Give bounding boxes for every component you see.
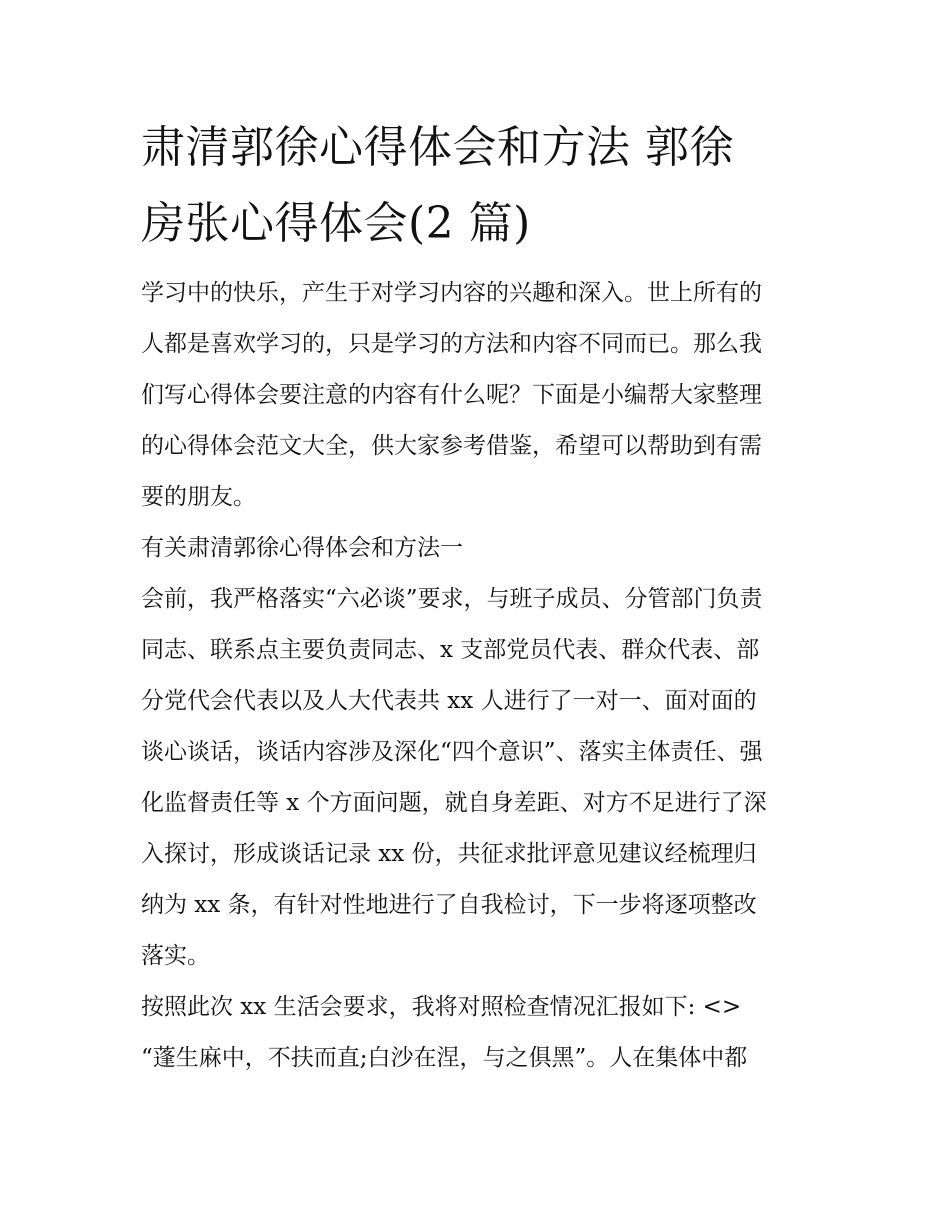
body-paragraph [141, 1033, 821, 1084]
document-title [141, 110, 821, 262]
title-line: 房张心得体会(2 篇) [141, 198, 531, 249]
text-line: 落实。 [141, 943, 210, 969]
title-line: 肃清郭徐心得体会和方法 郭徐 [141, 122, 734, 173]
body-paragraph [141, 982, 821, 1033]
text-line: 按照此次 xx 生活会要求，我将对照检查情况汇报如下: <> [141, 994, 742, 1020]
text-line: 同志、联系点主要负责同志、x 支部党员代表、群众代表、部 [141, 637, 760, 663]
text-line: 纳为 xx 条，有针对性地进行了自我检讨，下一步将逐项整改 [141, 892, 757, 918]
text-line: 要的朋友。 [141, 484, 256, 510]
text-line: 会前，我严格落实“六必谈”要求，与班子成员、分管部门负责 [141, 586, 763, 612]
text-line: 化监督责任等 x 个方面问题，就自身差距、对方不足进行了深 [141, 790, 767, 816]
text-line: 有关肃清郭徐心得体会和方法一 [141, 535, 463, 561]
text-line: 们写心得体会要注意的内容有什么呢？下面是小编帮大家整理 [141, 382, 762, 408]
text-line: 学习中的快乐，产生于对学习内容的兴趣和深入。世上所有的 [141, 280, 762, 306]
section-heading [141, 523, 821, 574]
text-line: 的心得体会范文大全，供大家参考借鉴，希望可以帮助到有需 [141, 433, 762, 459]
text-line: “蓬生麻中，不扶而直;白沙在涅，与之俱黑”。人在集体中都 [141, 1045, 748, 1071]
text-line: 分党代会代表以及人大代表共 xx 人进行了一对一、面对面的 [141, 688, 757, 714]
text-line: 谈心谈话，谈话内容涉及深化“四个意识”、落实主体责任、强 [141, 739, 763, 765]
text-line: 人都是喜欢学习的，只是学习的方法和内容不同而已。那么我 [141, 331, 762, 357]
document-body [141, 110, 821, 1084]
body-paragraph [141, 574, 821, 982]
intro-paragraph [141, 268, 821, 523]
text-line: 入探讨，形成谈话记录 xx 份，共征求批评意见建议经梳理归 [141, 841, 757, 867]
